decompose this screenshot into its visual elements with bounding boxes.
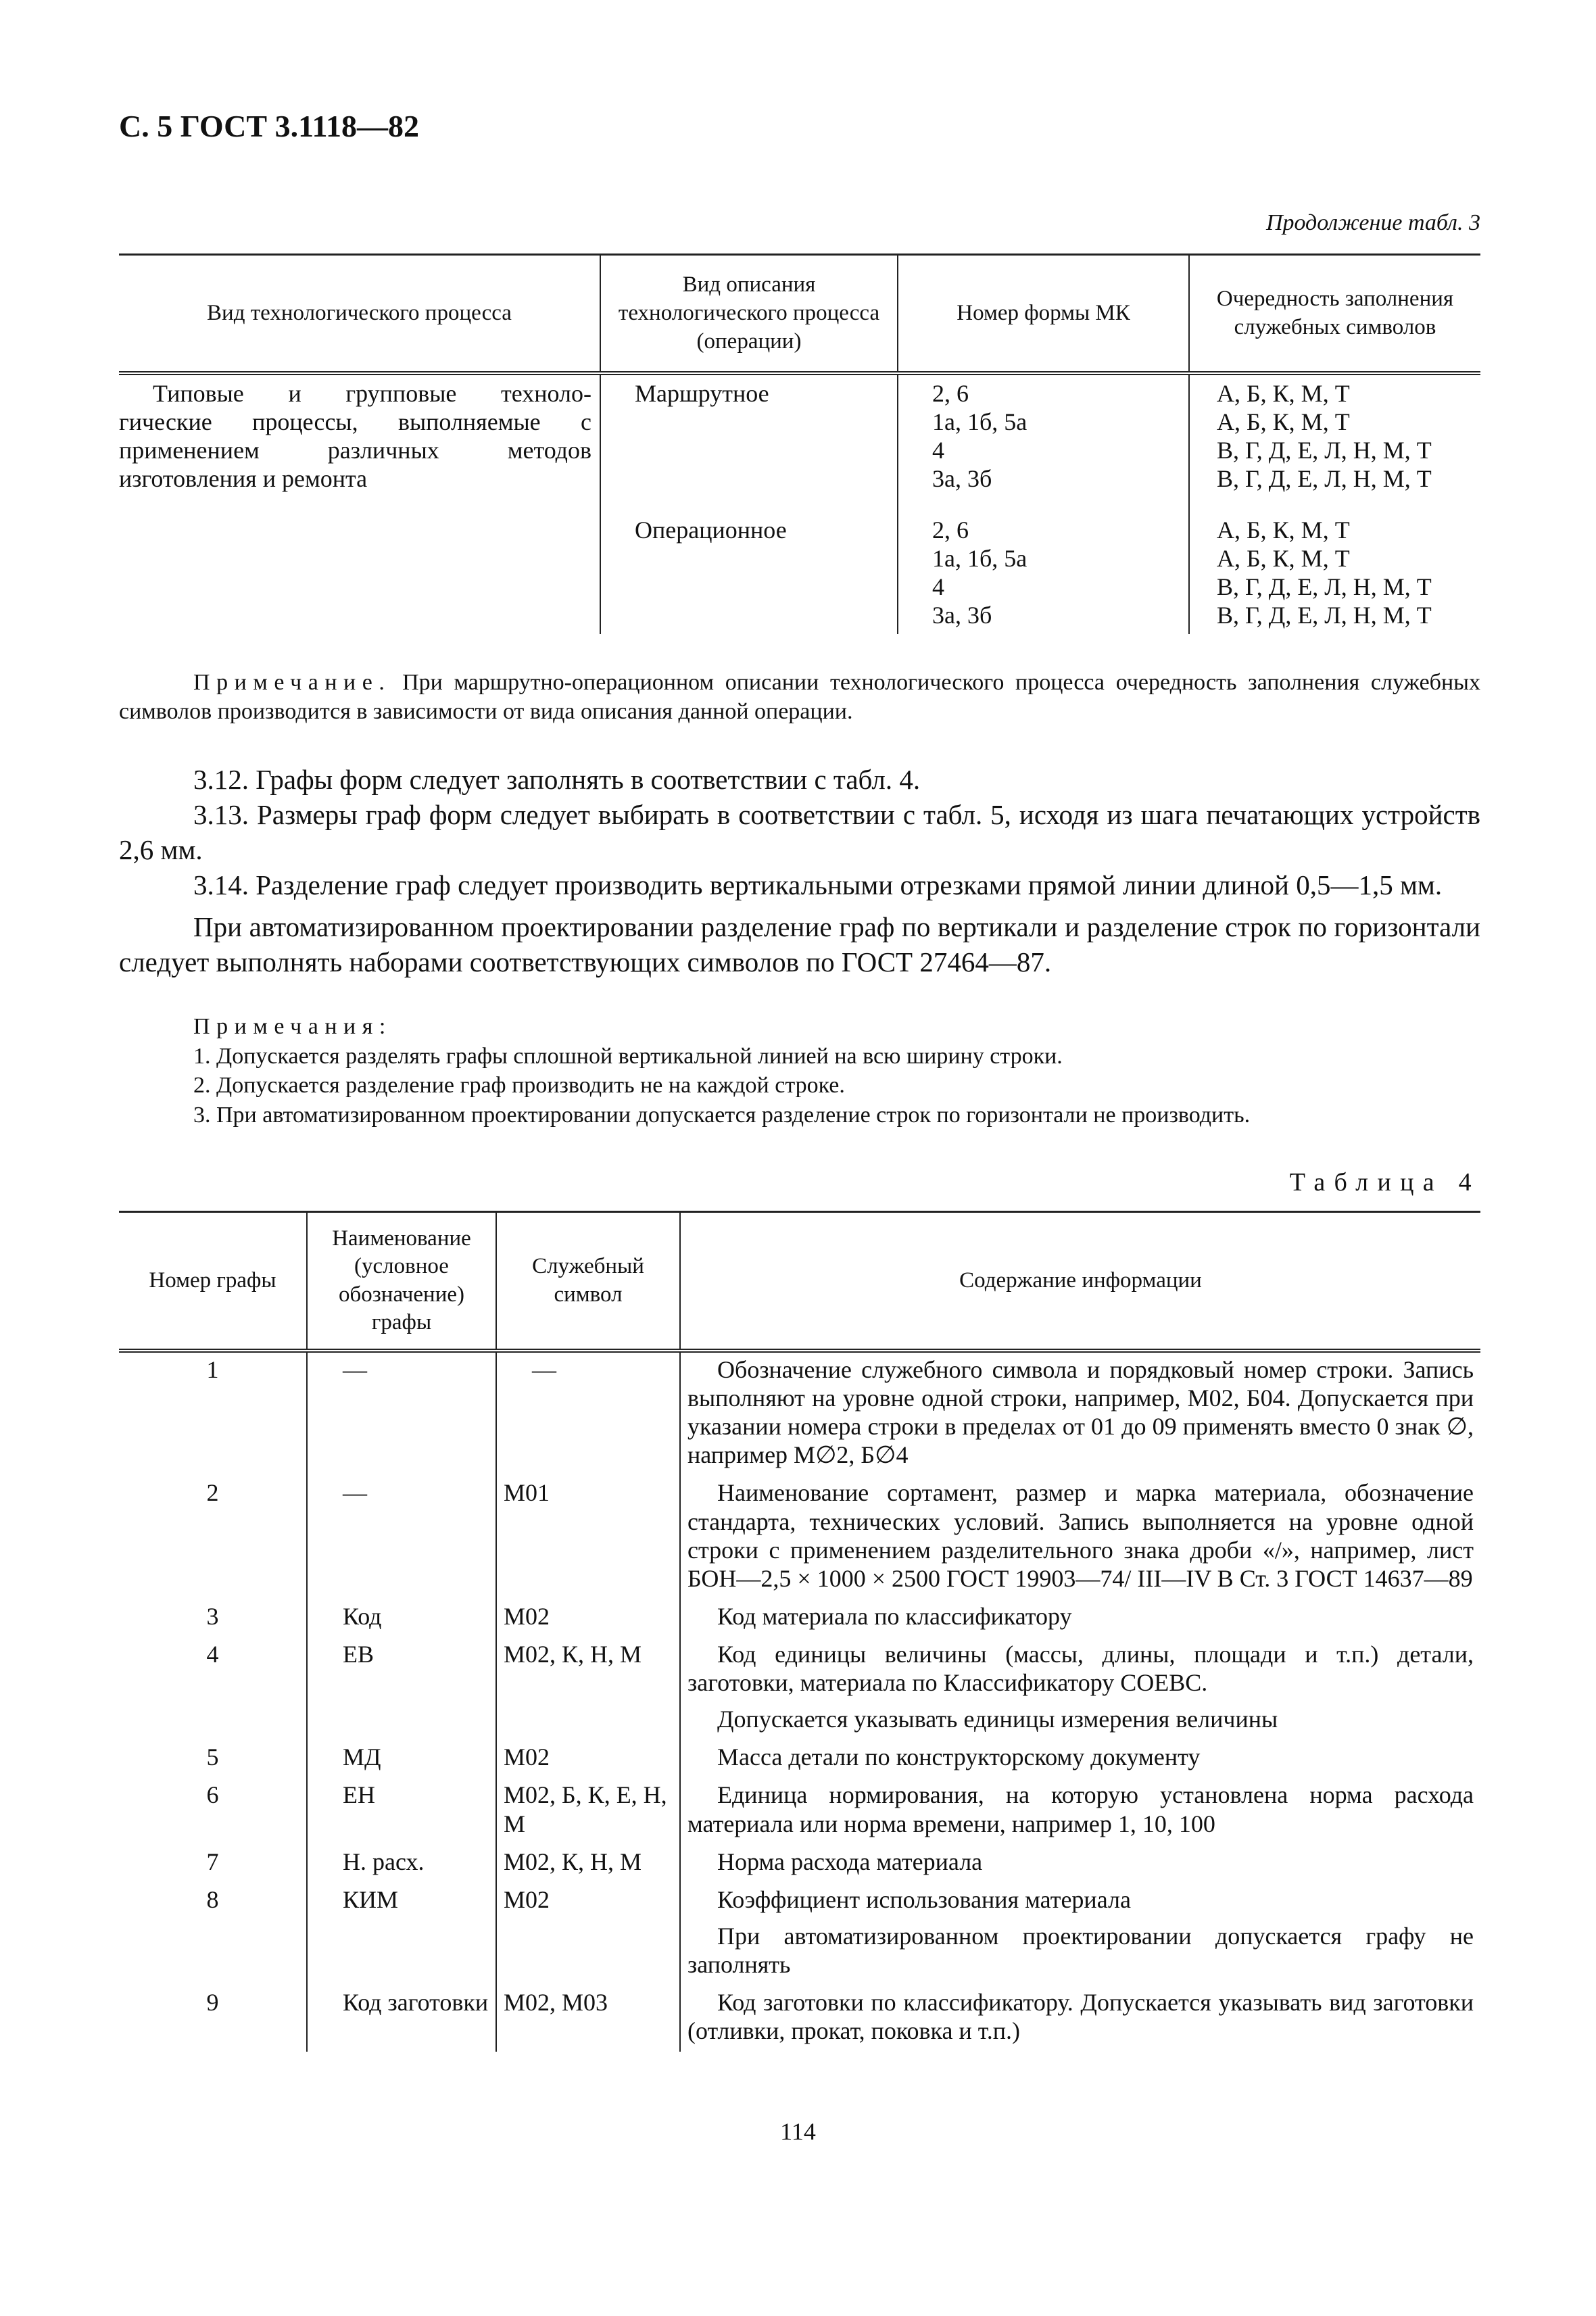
process-type-line: гические процессы, выполняемые с [119,408,591,435]
table-row [119,1985,1480,2052]
info-cell [680,1985,1480,2052]
form-value: 3а, 3б [932,465,992,493]
order-value: А, Б, К, М, Т [1217,516,1350,544]
column-name-cell: Н. расх. [307,1845,496,1883]
table-row [119,1599,1480,1637]
column-name-cell: Код заготовки [307,1985,496,2052]
info-cell [680,1778,1480,1844]
service-symbol-cell: М02 [496,1883,680,1985]
info-text: Обозначение служебного символа и порядковый номер строки. Запись выполняют на уровне одной строки, например, М02, Б04. Допускается при указании номера строки в пределах от 01 до 09 применять вместо 0 знак ∅, например М∅2, Б∅4 [687,1356,1474,1469]
paragraph-3-12: 3.12. Графы форм следует заполнять в соответствии с табл. 4. [193,763,921,795]
process-type-line: Типовые и групповые техноло- [153,379,591,407]
table-3-header-cell: Номер формы МК [898,255,1189,373]
column-name-cell: — [307,1476,496,1599]
form-value: 1а, 1б, 5а [932,545,1027,573]
column-name-cell: ЕН [307,1778,496,1844]
column-number-cell: 4 [119,1637,307,1740]
order-value: В, Г, Д, Е, Л, Н, М, Т [1217,465,1432,493]
service-symbol-cell: М02, К, Н, М [496,1637,680,1740]
info-cell [680,1883,1480,1985]
table-row [119,1740,1480,1778]
orders-cell [1189,512,1480,633]
paragraph-3-13: 3.13. Размеры граф форм следует выбирать в соответствии с табл. 5, исходя из шага печатающих устройств 2,6 мм. [119,798,1480,865]
table-row [119,1476,1480,1599]
info-text: Код единицы величины (массы, длины, площади и т.п.) детали, заготовки, материала по Классификатору СОЕВС. [687,1641,1474,1697]
form-value: 2, 6 [932,379,969,407]
paragraph-3-14: 3.14. Разделение граф следует производить вертикальными отрезками прямой линии длиной 0,5—1,5 мм. [193,869,1443,900]
column-name-cell: МД [307,1740,496,1778]
info-text: Код заготовки по классификатору. Допускается указывать вид заготовки (отливки, прокат, поковка и т.п.) [687,1989,1474,2045]
note-label: Примечание. [193,669,391,695]
table-4-header-cell: Наименование (условное обозначение) графы [307,1212,496,1351]
table-row [119,1883,1480,1985]
process-type-line: изготовления и ремонта [119,465,368,493]
info-cell [680,1599,1480,1637]
table-row [119,373,1480,512]
column-number-cell: 7 [119,1845,307,1883]
info-text: Единица нормирования, на которую установлена норма расхода материала или норма времени, например 1, 10, 100 [687,1781,1474,1837]
form-value: 3а, 3б [932,602,992,629]
page-header: С. 5 ГОСТ 3.1118—82 [119,109,420,143]
info-text-extra: При автоматизированном проектировании допускается графу не заполнять [687,1922,1474,1979]
process-type-cell [119,373,600,634]
forms-cell [898,373,1189,512]
page-number: 114 [780,2118,816,2145]
service-symbol-cell: М02, К, Н, М [496,1845,680,1883]
table-4 [119,1211,1480,2052]
order-value: В, Г, Д, Е, Л, Н, М, Т [1217,436,1432,464]
info-text: Коэффициент использования материала [717,1885,1131,1913]
table-4-header-row [119,1212,1480,1351]
form-value: 4 [932,436,944,464]
table-4-caption: Таблица 4 [1289,1168,1480,1197]
service-symbol-cell: М02, Б, К, Е, Н, М [496,1778,680,1844]
table-4-header-cell: Содержание информации [959,1268,1202,1293]
orders-cell [1189,373,1480,512]
info-cell [680,1740,1480,1778]
info-text-extra: Допускается указывать единицы измерения величины [717,1706,1278,1733]
info-cell [680,1351,1480,1476]
order-value: В, Г, Д, Е, Л, Н, М, Т [1217,602,1432,629]
table-4-header-cell: Номер графы [119,1212,307,1351]
service-symbol-cell: М02, М03 [496,1985,680,2052]
paragraph-automation: При автоматизированном проектировании разделение граф по вертикали и разделение строк по горизонтали следует выполнять наборами соответствующих символов по ГОСТ 27464—87. [119,911,1480,978]
column-name-cell: Код [307,1599,496,1637]
body-paragraphs [119,762,1480,980]
info-text: Код материала по классификатору [717,1602,1072,1630]
info-cell [680,1476,1480,1599]
description-cell: Маршрутное [600,373,898,512]
column-number-cell: 3 [119,1599,307,1637]
note-text: При маршрутно-операционном описании технологического процесса очередность заполнения служебных символов производится в зависимости от вида описания данной операции. [119,669,1480,725]
column-number-cell: 1 [119,1351,307,1476]
column-number-cell: 5 [119,1740,307,1778]
forms-cell [898,512,1189,633]
table-3-header-row [119,255,1480,373]
table-3-header-cell: Вид технологического процесса [119,255,600,373]
note-item: 2. Допускается разделение граф производить не на каждой строке. [193,1073,845,1099]
order-value: А, Б, К, М, Т [1217,408,1350,435]
notes-block [119,1012,1480,1130]
table-4-header-cell: Служебный символ [496,1212,680,1351]
table-row [119,1845,1480,1883]
info-cell [680,1637,1480,1740]
description-cell: Операционное [600,512,898,633]
column-number-cell: 2 [119,1476,307,1599]
order-value: В, Г, Д, Е, Л, Н, М, Т [1217,573,1432,601]
table-continuation-label: Продолжение табл. 3 [1265,210,1480,235]
form-value: 2, 6 [932,516,969,544]
table-3-header-cell: Очередность заполнения служебных символов [1216,287,1454,340]
column-number-cell: 6 [119,1778,307,1844]
document-page [119,108,1480,2052]
order-value: А, Б, К, М, Т [1217,379,1350,407]
table-row [119,1778,1480,1844]
info-cell [680,1845,1480,1883]
form-value: 1а, 1б, 5а [932,408,1027,435]
table-3 [119,254,1480,634]
table-row [119,1637,1480,1740]
process-type-line: применением различных методов [119,436,591,464]
service-symbol-cell: М02 [496,1740,680,1778]
notes-label: Примечания: [193,1013,392,1039]
info-text: Норма расхода материала [717,1848,983,1875]
column-name-cell: ЕВ [307,1637,496,1740]
form-value: 4 [932,573,944,601]
info-text: Наименование сортамент, размер и марка материала, обозначение стандарта, технических условий. Запись выполняется на уровне одной строки с применением разделительного знака дроби «/», например, лист БОН—2,5 × 1000 × 2500 ГОСТ 19903—74/ III—IV В Ст. 3 ГОСТ 14637—89 [687,1479,1474,1592]
table-3-note [119,668,1480,727]
service-symbol-cell: М02 [496,1599,680,1637]
order-value: А, Б, К, М, Т [1217,545,1350,573]
note-item: 3. При автоматизированном проектировании допускается разделение строк по горизонтали не производить. [193,1102,1251,1128]
table-3-header-cell: Вид описания технологического процесса (операции) [600,255,898,373]
column-name-cell: — [307,1351,496,1476]
info-text: Масса детали по конструкторскому документу [717,1743,1201,1771]
column-number-cell: 8 [119,1883,307,1985]
table-row [119,1351,1480,1476]
service-symbol-cell: М01 [496,1476,680,1599]
note-item: 1. Допускается разделять графы сплошной вертикальной линией на всю ширину строки. [193,1043,1063,1069]
column-name-cell: КИМ [307,1883,496,1985]
service-symbol-cell: — [496,1351,680,1476]
column-number-cell: 9 [119,1985,307,2052]
